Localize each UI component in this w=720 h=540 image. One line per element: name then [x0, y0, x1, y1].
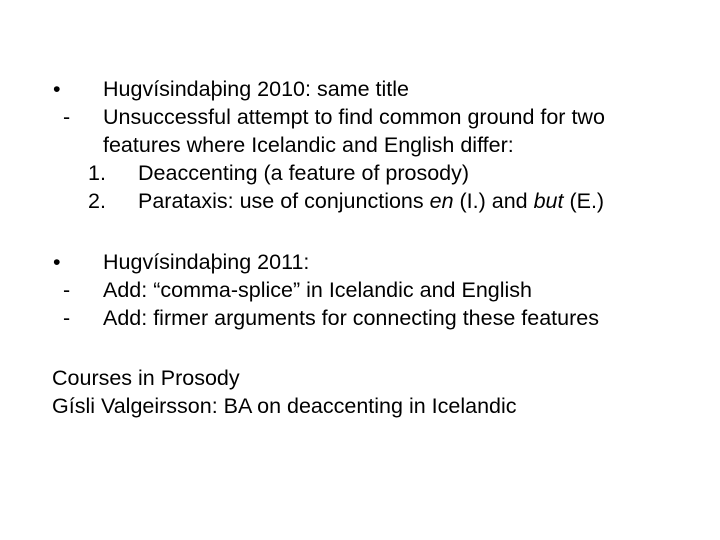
item-number: 2.: [88, 189, 106, 213]
item-text-part: (E.): [563, 189, 605, 213]
bullet-marker: •: [53, 250, 61, 274]
block1-point-line1: Unsuccessful attempt to find common ground for two: [103, 105, 605, 129]
item-text-emphasis: en: [429, 189, 454, 213]
block1-heading: Hugvísindaþing 2010: same title: [103, 77, 409, 101]
dash-marker: -: [63, 278, 71, 302]
footer-line2: Gísli Valgeirsson: BA on deaccenting in Icelandic: [52, 394, 517, 418]
block2-point: Add: firmer arguments for connecting these features: [103, 306, 599, 330]
item-text-part: (I.) and: [453, 189, 534, 213]
block1-point-line2: features where Icelandic and English differ:: [103, 133, 514, 157]
item-text-emphasis: but: [533, 189, 564, 213]
dash-marker: -: [63, 105, 71, 129]
block2-heading: Hugvísindaþing 2011:: [103, 250, 310, 274]
footer-line1: Courses in Prosody: [52, 366, 240, 390]
block2-point: Add: “comma-splice” in Icelandic and English: [103, 278, 533, 302]
item-text: [138, 187, 604, 215]
item-text-part: Parataxis: use of conjunctions: [138, 189, 430, 213]
item-number: 1.: [88, 161, 106, 185]
bullet-marker: •: [53, 77, 61, 101]
dash-marker: -: [63, 306, 71, 330]
item-text: Deaccenting (a feature of prosody): [138, 161, 470, 185]
